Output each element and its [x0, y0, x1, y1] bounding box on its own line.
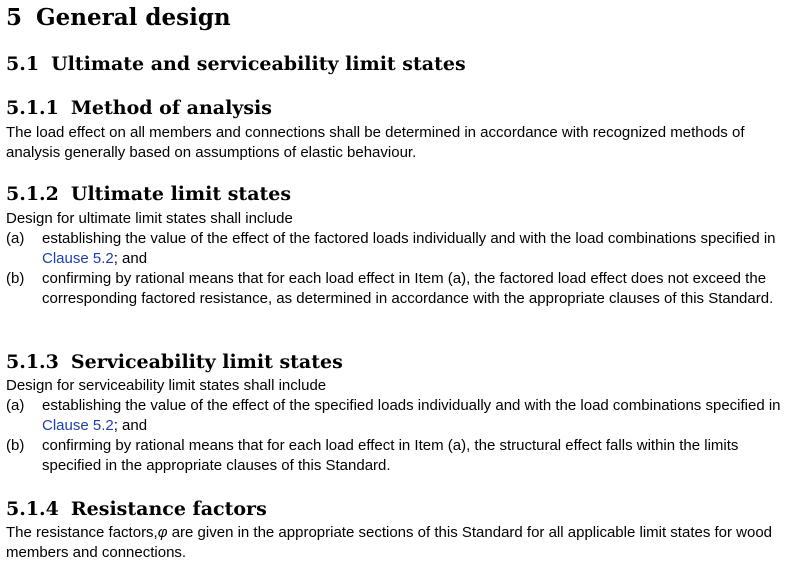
clause-5-1-2-heading: [6, 183, 291, 205]
clause-title: Resistance factors: [70, 498, 267, 520]
item-text-post: ; and: [113, 250, 148, 267]
list-item: [6, 269, 796, 309]
item-label: (a): [6, 397, 25, 414]
clause-title: Ultimate limit states: [70, 183, 292, 205]
section-title: General design: [36, 4, 231, 31]
section-heading: [6, 4, 231, 31]
subsection-heading: [6, 53, 466, 75]
list-item: [6, 396, 796, 436]
clause-5-2-link[interactable]: Clause 5.2: [42, 250, 114, 267]
subsection-title: Ultimate and serviceability limit states: [51, 53, 466, 75]
subsection-number: 5.1: [6, 53, 40, 75]
body-text-post: are given in the appropriate sections of this Standard for all applicable limit states for wood members and connections.: [6, 524, 773, 561]
clause-number: 5.1.3: [6, 351, 59, 373]
clause-5-1-3-heading: [6, 351, 343, 373]
item-label: (b): [6, 437, 25, 454]
clause-5-2-link[interactable]: Clause 5.2: [42, 417, 114, 434]
clause-5-1-1-heading: [6, 97, 272, 119]
clause-5-1-3-intro: Design for serviceability limit states shall include: [6, 377, 327, 394]
clause-5-1-1-body: The load effect on all members and connections shall be determined in accordance with recognized methods of analysis generally based on assumptions of elastic behaviour.: [6, 124, 745, 161]
item-text: [42, 396, 796, 436]
list-item: [6, 436, 796, 476]
clause-5-1-4-heading: [6, 498, 267, 520]
clause-number: 5.1.1: [6, 97, 59, 119]
clause-number: 5.1.2: [6, 183, 59, 205]
list-item: [6, 229, 796, 269]
item-text-post: ; and: [113, 417, 148, 434]
clause-5-1-2-intro: Design for ultimate limit states shall include: [6, 210, 293, 227]
phi-symbol: φ: [157, 524, 168, 541]
item-text-pre: establishing the value of the effect of the factored loads individually and with the load combinations specified in: [42, 230, 776, 247]
section-number: 5: [6, 4, 23, 31]
item-label: (a): [6, 230, 25, 247]
clause-number: 5.1.4: [6, 498, 59, 520]
clause-5-1-4-body: [6, 523, 796, 563]
item-text: [42, 229, 796, 269]
item-label: (b): [6, 270, 25, 287]
item-text-pre: establishing the value of the effect of the specified loads individually and with the load combinations specified in: [42, 397, 781, 414]
item-text: confirming by rational means that for each load effect in Item (a), the structural effect falls within the limits specified in the appropriate clauses of this Standard.: [42, 437, 739, 474]
item-text: confirming by rational means that for each load effect in Item (a), the factored load effect does not exceed the corresponding factored resistance, as determined in accordance with the appropriate clauses of this Standard.: [42, 270, 774, 307]
clause-title: Serviceability limit states: [70, 351, 343, 373]
body-text-pre: The resistance factors,: [6, 524, 158, 541]
clause-title: Method of analysis: [70, 97, 272, 119]
